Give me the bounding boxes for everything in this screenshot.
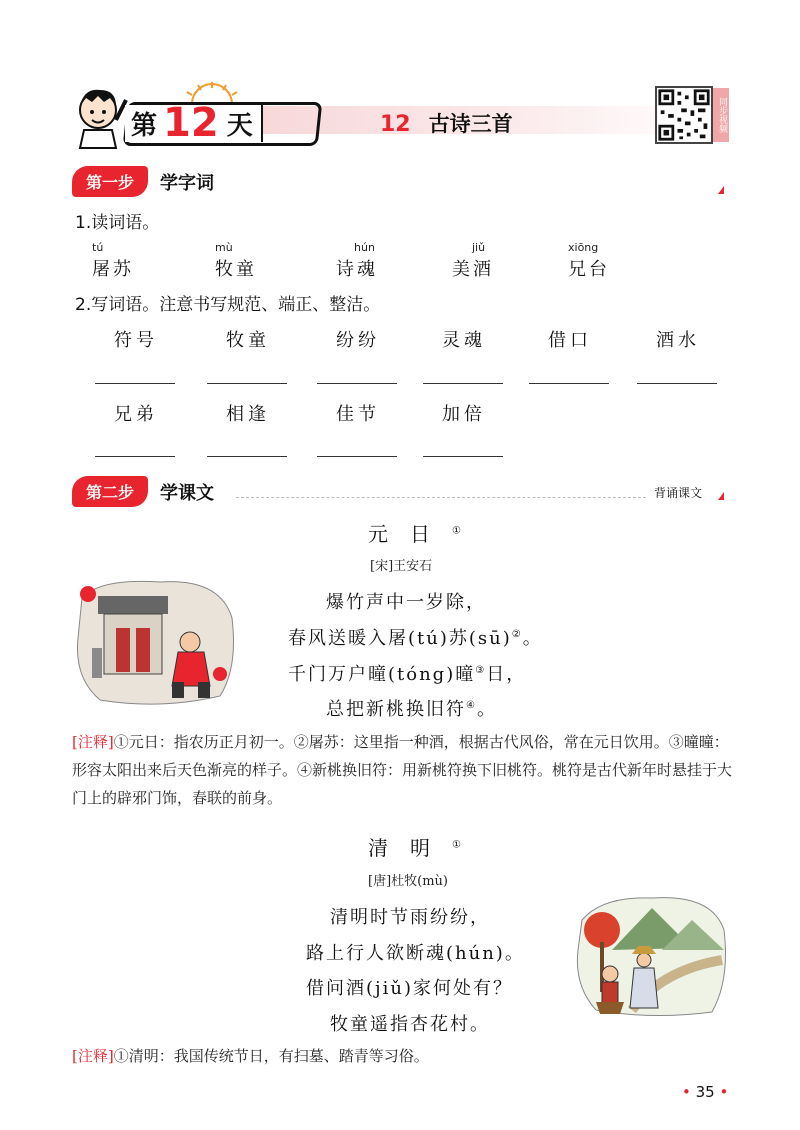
poem2-line: 清明时节雨纷纷， <box>330 907 490 928</box>
copy-word: 借口 <box>548 330 592 351</box>
cartoon-boy-icon <box>70 80 130 150</box>
poem1-notes: [注释]①元日：指农历正月初一。②屠苏：这里指一种酒，根据古代风俗，常在元日饮用。③曈曈：形容太阳出来后天色渐亮的样子。④新桃换旧符：用新桃符换下旧桃符。桃符是古代新年时悬挂于大门上的辟邪门饰，春联的前身。 <box>72 733 733 807</box>
page-header <box>70 80 770 160</box>
step1-title: 学字词 <box>160 172 215 194</box>
lesson-title <box>380 108 513 138</box>
writing-blank[interactable] <box>95 383 175 384</box>
read-word: tú 屠苏 <box>92 241 134 280</box>
poem2-line: 路上行人欲断魂(hún)。 <box>306 943 525 964</box>
copy-word: 相逢 <box>226 404 270 425</box>
recite-label: 背诵课文 <box>654 486 703 500</box>
read-word: xiōng 兄台 <box>568 241 610 280</box>
writing-blank[interactable] <box>207 383 287 384</box>
qr-label: 同步视频 <box>713 88 729 142</box>
writing-blank[interactable] <box>317 383 397 384</box>
writing-blank[interactable] <box>95 456 175 457</box>
day-prefix: 第 <box>125 105 163 142</box>
day-suffix: 天 <box>219 105 263 142</box>
copy-word: 牧童 <box>226 330 270 351</box>
copy-word: 纷纷 <box>336 330 380 351</box>
copy-word: 灵魂 <box>442 330 486 351</box>
corner-triangle <box>718 492 724 500</box>
poem2-line: 借问酒(jiǔ)家何处有？ <box>306 978 513 999</box>
poem1-line: 千门万户曈(tóng)曈③日， <box>288 664 527 685</box>
poem1-title: 元日① <box>368 522 461 546</box>
poem2-line: 牧童遥指杏花村。 <box>330 1014 490 1035</box>
day-number: 12 <box>163 100 219 146</box>
page-number: • 35 • <box>682 1083 729 1101</box>
new-year-illustration <box>70 578 240 708</box>
step2-title: 学课文 <box>160 482 215 504</box>
copy-word: 酒水 <box>656 330 700 351</box>
poem1-author: [宋]王安石 <box>370 559 433 574</box>
corner-triangle <box>718 186 724 194</box>
step1-heading <box>72 166 214 197</box>
poem2-notes: [注释]①清明：我国传统节日，有扫墓、踏青等习俗。 <box>72 1047 429 1065</box>
read-word: hún 诗魂 <box>336 241 378 280</box>
copy-word: 加倍 <box>442 404 486 425</box>
writing-blank[interactable] <box>317 456 397 457</box>
writing-blank[interactable] <box>529 383 609 384</box>
read-word: mù 牧童 <box>215 241 257 280</box>
poem1-line: 总把新桃换旧符④。 <box>326 699 497 720</box>
q2-label: 2.写词语。注意书写规范、端正、整洁。 <box>75 295 381 315</box>
writing-blank[interactable] <box>423 383 503 384</box>
qingming-illustration <box>572 890 732 1020</box>
lesson-number: 12 <box>380 112 411 137</box>
poem1-line: 春风送暖入屠(tú)苏(sū)②。 <box>288 628 543 649</box>
step1-pill: 第一步 <box>72 166 148 197</box>
poem2-author: [唐]杜牧(mù) <box>368 874 448 889</box>
step2-pill: 第二步 <box>72 476 148 507</box>
copy-word: 兄弟 <box>114 404 158 425</box>
qr-code-icon[interactable] <box>655 86 713 144</box>
day-badge <box>125 100 320 146</box>
divider <box>236 497 646 498</box>
copy-word: 符号 <box>114 330 158 351</box>
writing-blank[interactable] <box>637 383 717 384</box>
lesson-title-text: 古诗三首 <box>428 112 513 136</box>
copy-word: 佳节 <box>336 404 380 425</box>
step2-heading <box>72 476 214 507</box>
poem1-line: 爆竹声中一岁除， <box>326 592 486 613</box>
writing-blank[interactable] <box>207 456 287 457</box>
poem2-title: 清明① <box>368 836 461 860</box>
read-word: jiǔ 美酒 <box>452 241 494 280</box>
q1-label: 1.读词语。 <box>75 213 160 233</box>
writing-blank[interactable] <box>423 456 503 457</box>
